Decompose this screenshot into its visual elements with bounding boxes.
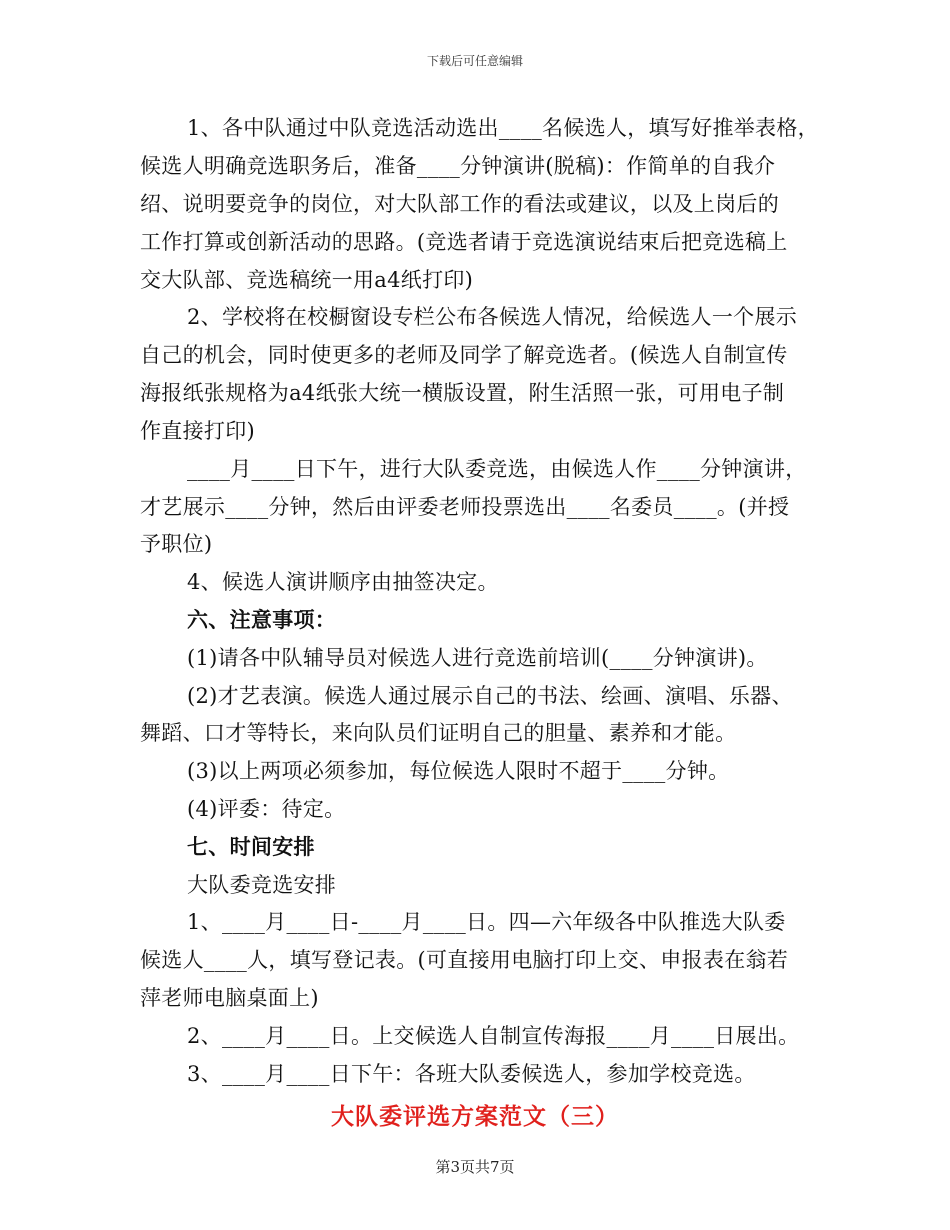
text-line: (2)才艺表演。候选人通过展示自己的书法、绘画、演唱、乐器、 bbox=[187, 684, 793, 708]
text-line: 自己的机会，同时使更多的老师及同学了解竞选者。(候选人自制宣传 bbox=[140, 343, 788, 367]
document-title: 大队委评选方案范文（三） bbox=[331, 1104, 619, 1130]
text-line: 2、____月____日。上交候选人自制宣传海报____月____日展出。 bbox=[187, 1024, 800, 1048]
text-line: 1、____月____日-____月____日。四—六年级各中队推选大队委 bbox=[187, 910, 786, 934]
page-header: 下载后可任意编辑 bbox=[426, 54, 523, 68]
text-line: 候选人____人，填写登记表。(可直接用电脑打印上交、申报表在翁若 bbox=[140, 948, 789, 972]
text-line: (1)请各中队辅导员对候选人进行竞选前培训(____分钟演讲)。 bbox=[187, 646, 768, 670]
subheading: 大队委竞选安排 bbox=[187, 873, 337, 897]
text-line: (4)评委：待定。 bbox=[187, 797, 346, 821]
text-line: 1、各中队通过中队竞选活动选出____名候选人，填写好推举表格， bbox=[187, 116, 819, 140]
text-line: 工作打算或创新活动的思路。(竞选者请于竞选演说结束后把竞选稿上 bbox=[140, 230, 788, 254]
text-line: (3)以上两项必须参加，每位候选人限时不超于____分钟。 bbox=[187, 759, 730, 783]
page-footer: 第3页共7页 bbox=[435, 1158, 515, 1176]
text-line: 才艺展示____分钟，然后由评委老师投票选出____名委员____。(并授 bbox=[140, 495, 790, 519]
section-heading: 六、注意事项： bbox=[187, 607, 337, 632]
text-line: 作直接打印) bbox=[140, 419, 255, 443]
text-line: 舞蹈、口才等特长，来向队员们证明自己的胆量、素养和才能。 bbox=[140, 721, 737, 745]
text-line: 萍老师电脑桌面上) bbox=[140, 986, 319, 1010]
text-line: 4、候选人演讲顺序由抽签决定。 bbox=[187, 570, 499, 594]
text-line: 绍、说明要竞争的岗位，对大队部工作的看法或建议，以及上岗后的 bbox=[140, 192, 779, 216]
text-line: 2、学校将在校橱窗设专栏公布各候选人情况，给候选人一个展示 bbox=[187, 305, 798, 329]
text-line: ____月____日下午，进行大队委竞选，由候选人作____分钟演讲， bbox=[187, 457, 807, 481]
text-line: 3、____月____日下午：各班大队委候选人，参加学校竞选。 bbox=[187, 1062, 756, 1086]
text-line: 候选人明确竞选职务后，准备____分钟演讲(脱稿)：作简单的自我介 bbox=[140, 154, 776, 178]
text-line: 予职位) bbox=[140, 532, 213, 556]
section-heading: 七、时间安排 bbox=[187, 834, 315, 859]
text-line: 海报纸张规格为a4纸张大统一横版设置，附生活照一张，可用电子制 bbox=[140, 381, 785, 405]
text-line: 交大队部、竞选稿统一用a4纸打印) bbox=[140, 268, 474, 292]
